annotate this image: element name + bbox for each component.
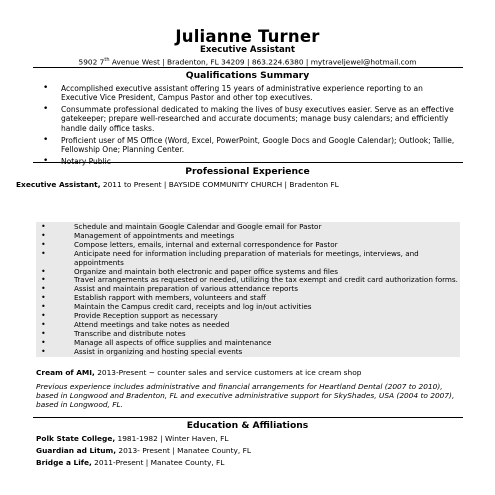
education-details: 2013- Present | Manatee County, FL — [116, 446, 251, 455]
list-item: • Proficient user of MS Office (Word, Excel, PowerPoint, Google Docs and Google Calendar); Outlook; Tallie, Fellowship One; Planning Center. — [36, 136, 460, 155]
duties-list — [36, 223, 458, 357]
list-item: • Provide Reception support as necessary — [36, 312, 458, 321]
list-item: • Attend meetings and take notes as needed — [36, 321, 458, 330]
list-item: • Compose letters, emails, internal and external correspondence for Pastor — [36, 241, 458, 250]
experience-heading: Professional Experience — [185, 166, 310, 177]
contact-ordinal: th — [104, 57, 110, 63]
job-details: 2013-Present ~ counter sales and service customers at ice cream shop — [94, 368, 362, 377]
job-details: 2011 to Present | BAYSIDE COMMUNITY CHURCH | Bradenton FL — [100, 180, 339, 189]
education-details: 2011-Present | Manatee County, FL — [91, 458, 225, 467]
list-item: • Anticipate need for information including preparation of materials for meetings, interviews, and appointments — [36, 250, 458, 268]
list-item: • Transcribe and distribute notes — [36, 330, 458, 339]
resume-name: Julianne Turner — [175, 27, 320, 46]
education-details: 1981-1982 | Winter Haven, FL — [115, 434, 229, 443]
institution-name: Bridge a Life, — [36, 458, 92, 467]
job-title: Cream of AMI, — [36, 368, 95, 377]
resume-title: Executive Assistant — [199, 45, 295, 55]
job-heading — [36, 368, 361, 377]
divider — [33, 67, 463, 68]
list-item: • Assist and maintain preparation of various attendance reports — [36, 285, 458, 294]
education-entry — [36, 446, 251, 455]
qualifications-list — [36, 84, 460, 169]
list-item: • Accomplished executive assistant offering 15 years of administrative experience reporting to an Executive Vice President, Campus Pastor and other top executives. — [36, 84, 460, 103]
contact-line — [0, 57, 495, 66]
contact-address-number: 5902 7 — [78, 57, 105, 67]
list-item: • Consummate professional dedicated to making the lives of busy executives easier. Serve as an effective gatekeeper; prepare well-researched and accurate documents; manage busy calendars; and efficiently handle daily office tasks. — [36, 105, 460, 133]
education-heading: Education & Affiliations — [186, 420, 309, 431]
list-item: • Schedule and maintain Google Calendar and Google email for Pastor — [36, 223, 458, 232]
education-entry — [36, 434, 228, 443]
list-item: • Manage all aspects of office supplies and maintenance — [36, 339, 458, 348]
list-item: • Travel arrangements as requested or needed, utilizing the tax exempt and credit card authorization forms. — [36, 276, 458, 285]
institution-name: Guardian ad Litum, — [36, 446, 117, 455]
list-item: • Assist in organizing and hosting special events — [36, 348, 458, 357]
list-item: • Maintain the Campus credit card, receipts and log in/out activities — [36, 303, 458, 312]
previous-experience: Previous experience includes administrative and financial arrangements for Heartland Dental (2007 to 2010), based in Longwood and Bradenton, FL and executive administrative support for SkyShades, USA (2004 to 2007), based in Longwood, FL. — [36, 382, 455, 410]
divider — [33, 162, 463, 163]
education-entry — [36, 458, 224, 467]
list-item: • Organize and maintain both electronic and paper office systems and files — [36, 268, 458, 277]
qualifications-heading: Qualifications Summary — [185, 70, 310, 81]
contact-details: Avenue West | Bradenton, FL 34209 | 863.224.6380 | mytraveljewel@hotmail.com — [109, 57, 417, 67]
institution-name: Polk State College, — [36, 434, 116, 443]
job-title: Executive Assistant, — [16, 180, 101, 189]
list-item: • Establish rapport with members, volunteers and staff — [36, 294, 458, 303]
list-item: • Management of appointments and meetings — [36, 232, 458, 241]
divider — [33, 417, 463, 418]
job-heading — [16, 180, 339, 189]
